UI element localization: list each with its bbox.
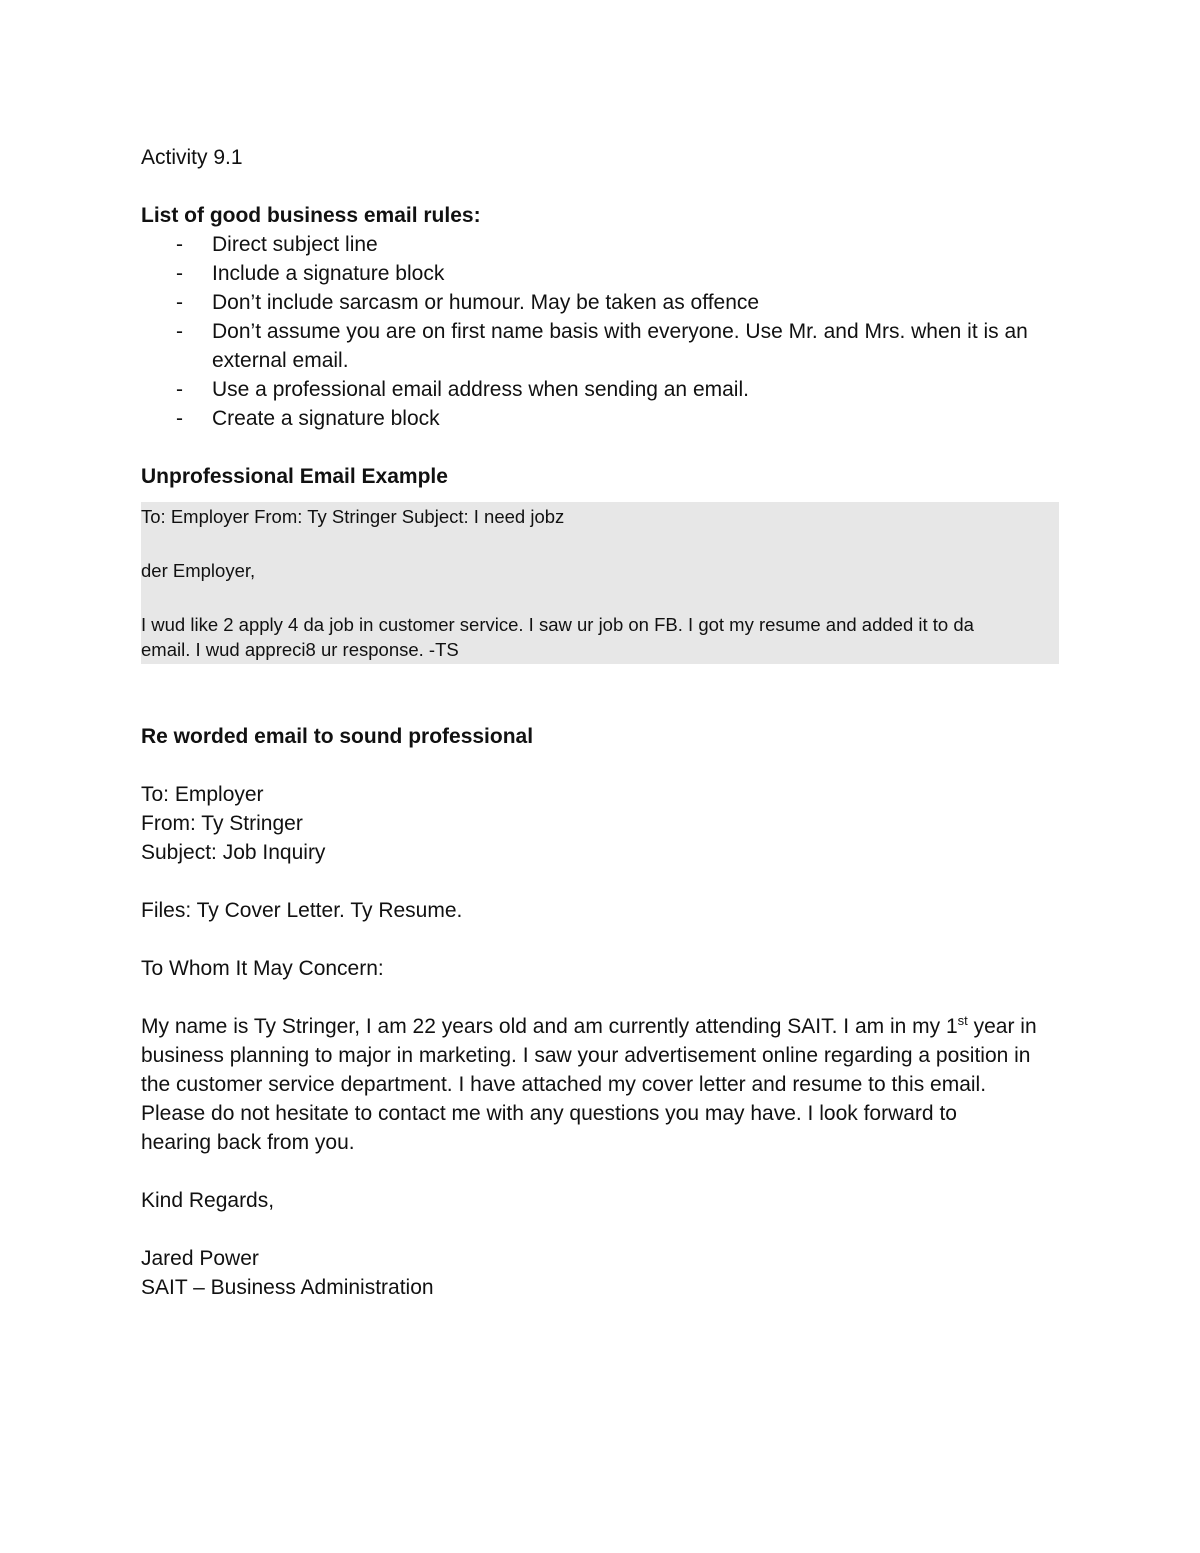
ordinal-suffix: st [957,1013,968,1028]
professional-heading: Re worded email to sound professional [141,725,534,748]
bullet-dash: - [176,378,183,401]
list-item: - Don’t include sarcasm or humour. May be taken as offence [141,288,1059,317]
email-subject: Subject: Job Inquiry [141,841,326,864]
list-item: - Don’t assume you are on first name basis with everyone. Use Mr. and Mrs. when it is an external email. [141,317,1059,375]
list-item: - Include a signature block [141,259,1059,288]
document-page [141,143,1059,1302]
list-item: - Create a signature block [141,404,1059,433]
email-from: From: Ty Stringer [141,812,303,835]
list-item: - Direct subject line [141,230,1059,259]
email-body-line: Please do not hesitate to contact me with any questions you may have. I look forward to [141,1102,957,1125]
email-body-line: hearing back from you. [141,1131,355,1154]
unprofessional-header-line: To: Employer From: Ty Stringer Subject: I need jobz [141,506,565,527]
bullet-dash: - [176,233,183,256]
unprofessional-email-box [141,502,1059,664]
email-closing: Kind Regards, [141,1189,275,1212]
activity-title: Activity 9.1 [141,146,243,169]
email-files: Files: Ty Cover Letter. Ty Resume. [141,899,463,922]
rules-heading: List of good business email rules: [141,204,481,227]
email-to: To: Employer [141,783,264,806]
bullet-dash: - [176,320,183,343]
email-body-line: My name is Ty Stringer, I am 22 years old and am currently attending SAIT. I am in my 1st year in [141,1013,1037,1038]
bullet-dash: - [176,262,183,285]
unprofessional-greeting: der Employer, [141,560,256,581]
email-body-line: business planning to major in marketing. I saw your advertisement online regarding a position in [141,1044,1031,1067]
unprofessional-body-line: I wud like 2 apply 4 da job in customer service. I saw ur job on FB. I got my resume and added it to da [141,614,974,635]
signature-org: SAIT – Business Administration [141,1276,434,1299]
unprofessional-body-line: email. I wud appreci8 ur response. -TS [141,639,459,660]
email-body-line: the customer service department. I have attached my cover letter and resume to this email. [141,1073,987,1096]
list-item: - Use a professional email address when sending an email. [141,375,1059,404]
email-salutation: To Whom It May Concern: [141,957,384,980]
rules-list [141,230,1059,433]
unprofessional-heading: Unprofessional Email Example [141,465,448,488]
bullet-dash: - [176,291,183,314]
bullet-dash: - [176,407,183,430]
signature-name: Jared Power [141,1247,259,1270]
